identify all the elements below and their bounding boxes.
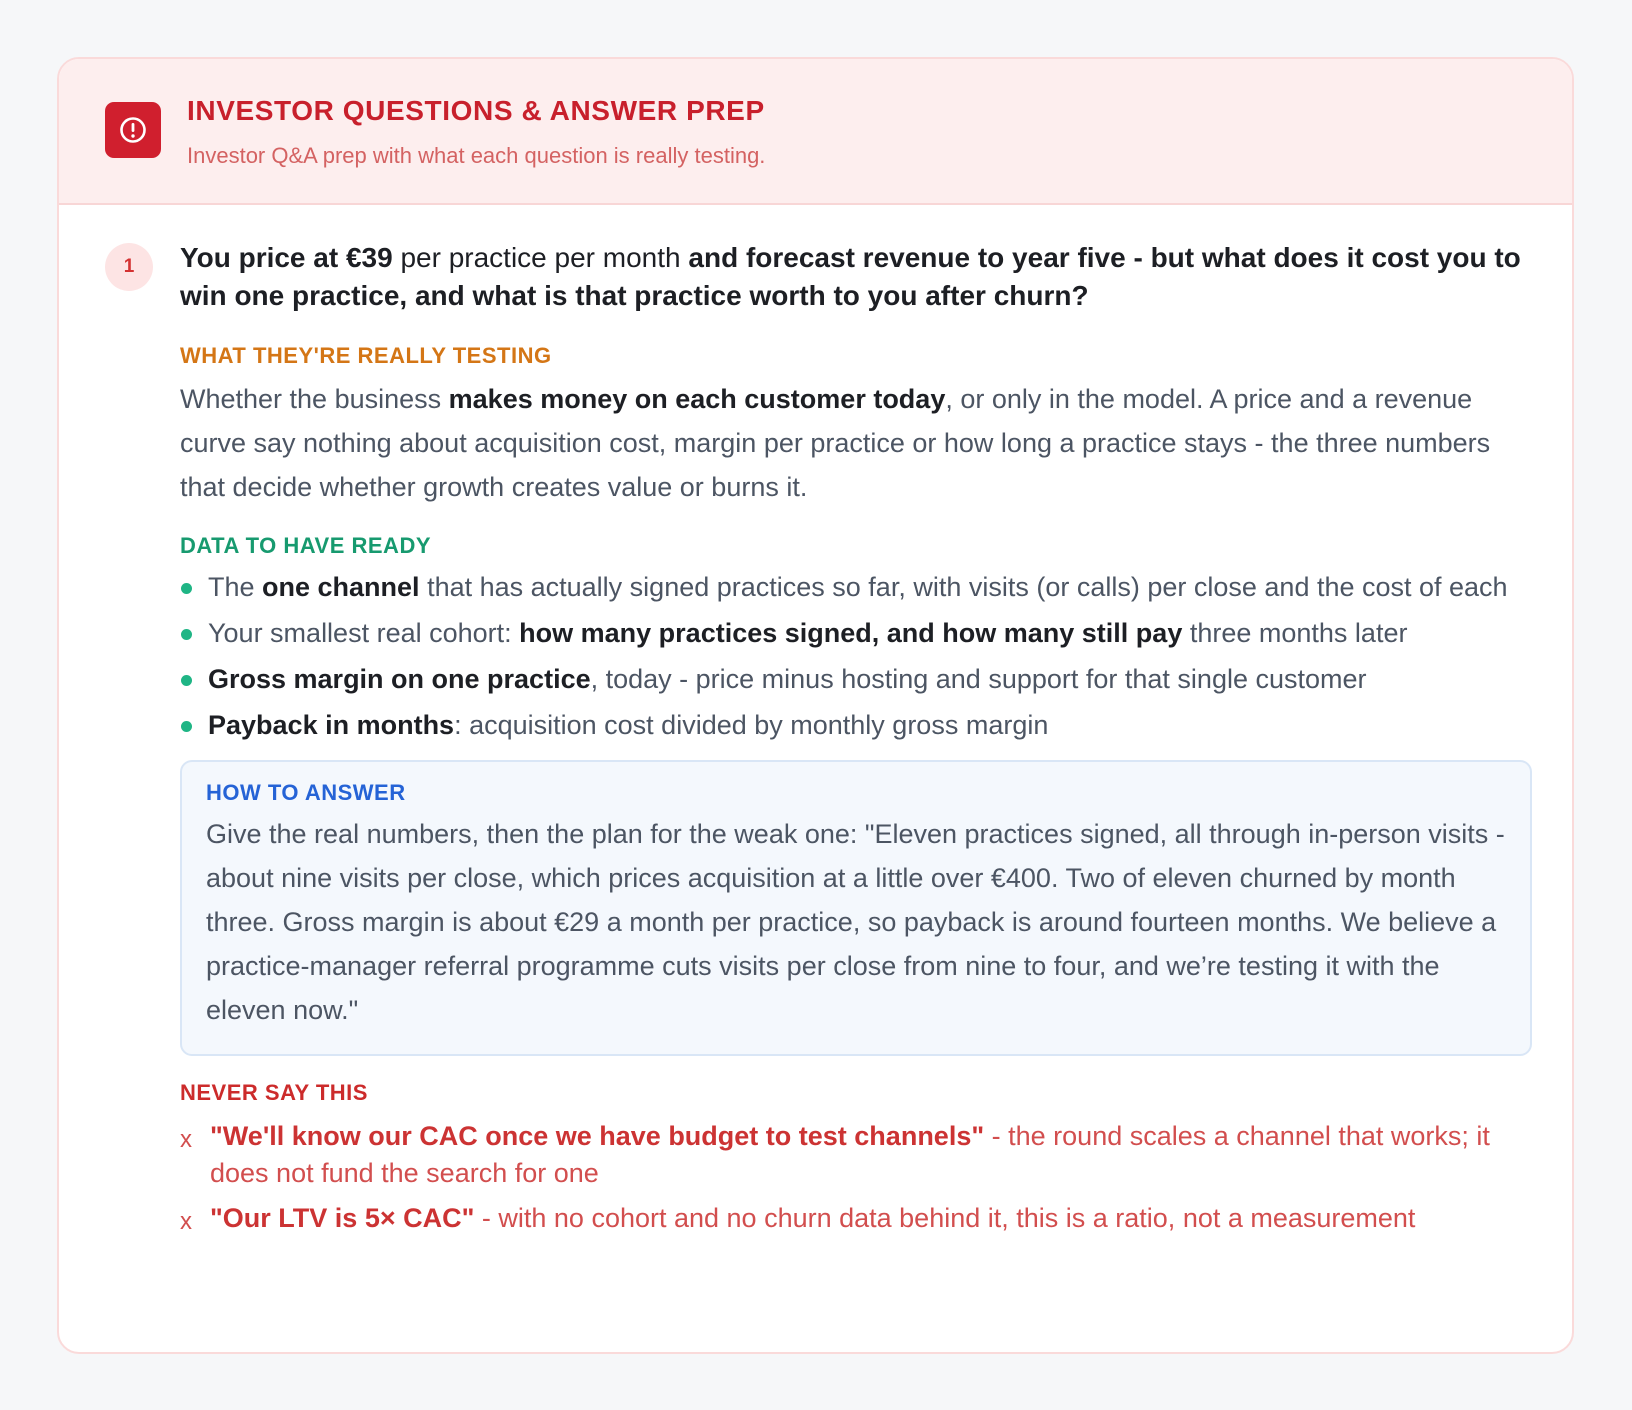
- list-item-text: three months later: [1182, 618, 1408, 648]
- x-mark-icon: x: [180, 1126, 192, 1153]
- never-say-list: [180, 1118, 1532, 1237]
- question-block: [59, 205, 1572, 1237]
- question-text: [180, 239, 1532, 315]
- list-item: [180, 615, 1532, 652]
- never-say-quote: "We'll know our CAC once we have budget to test channels": [210, 1121, 985, 1151]
- testing-label: WHAT THEY'RE REALLY TESTING: [180, 343, 552, 368]
- testing-text-part: , or only in the model. A price and a revenue curve say nothing about acquisition cost, margin per practice or how long a practice stays - the three numbers that decide whether growth creates value or burns it.: [180, 384, 1491, 502]
- how-to-answer-text: Give the real numbers, then the plan for the weak one: "Eleven practices signed, all through in-person visits - about nine visits per close, which prices acquisition at a little over €400. Two of eleven churned by month three. Gross margin is about €29 a month per practice, so payback is around fourteen months. We believe a practice-manager referral programme cuts visits per close from nine to four, and we’re testing it with the eleven now.": [206, 819, 1505, 1025]
- question-number-badge: 1: [105, 243, 153, 291]
- how-to-answer-box: [180, 760, 1532, 1056]
- list-item-text: The: [208, 572, 263, 602]
- never-say-text: - with no cohort and no churn data behind it, this is a ratio, not a measurement: [474, 1203, 1416, 1233]
- list-item-text: , today - price minus hosting and support for that single customer: [590, 664, 1367, 694]
- page-subtitle: Investor Q&A prep with what each question is really testing.: [187, 143, 766, 168]
- bullet-dot-icon: [181, 721, 192, 732]
- how-to-answer-label: HOW TO ANSWER: [206, 780, 406, 805]
- never-say-text: - the round scales a channel that works; it does not fund the search for one: [210, 1121, 1490, 1188]
- list-item-emphasis: Gross margin on one practice: [208, 664, 591, 694]
- list-item-text: Your smallest real cohort:: [208, 618, 520, 648]
- data-ready-list: [180, 569, 1532, 744]
- testing-text-part: Whether the business: [180, 384, 449, 414]
- question-text-part: and forecast revenue to year five - but what does it cost you to win one practice, and what is that practice worth to you after churn?: [180, 242, 1521, 311]
- list-item: [180, 1200, 1532, 1237]
- question-text-part: per practice per month: [392, 242, 689, 273]
- bullet-dot-icon: [181, 629, 192, 640]
- list-item-emphasis: one channel: [262, 572, 420, 602]
- page-title: INVESTOR QUESTIONS & ANSWER PREP: [187, 95, 765, 126]
- never-say-quote: "Our LTV is 5× CAC": [210, 1203, 475, 1233]
- list-item: [180, 569, 1532, 606]
- qa-prep-card: [57, 57, 1574, 1354]
- list-item: [180, 1118, 1532, 1192]
- bullet-dot-icon: [181, 583, 192, 594]
- list-item-text: : acquisition cost divided by monthly gross margin: [454, 710, 1049, 740]
- list-item-emphasis: Payback in months: [208, 710, 455, 740]
- alert-circle-icon: [105, 102, 161, 158]
- bullet-dot-icon: [181, 675, 192, 686]
- never-say-label: NEVER SAY THIS: [180, 1080, 368, 1105]
- x-mark-icon: x: [180, 1208, 192, 1235]
- testing-text: [180, 377, 1532, 509]
- list-item: [180, 661, 1532, 698]
- data-ready-label: DATA TO HAVE READY: [180, 533, 432, 558]
- card-header: [59, 59, 1572, 205]
- testing-text-emphasis: makes money on each customer today: [448, 384, 946, 414]
- list-item-emphasis: how many practices signed, and how many still pay: [519, 618, 1183, 648]
- question-text-part: You price at €39: [180, 242, 393, 273]
- list-item-text: that has actually signed practices so far, with visits (or calls) per close and the cost of each: [419, 572, 1508, 602]
- list-item: [180, 707, 1532, 744]
